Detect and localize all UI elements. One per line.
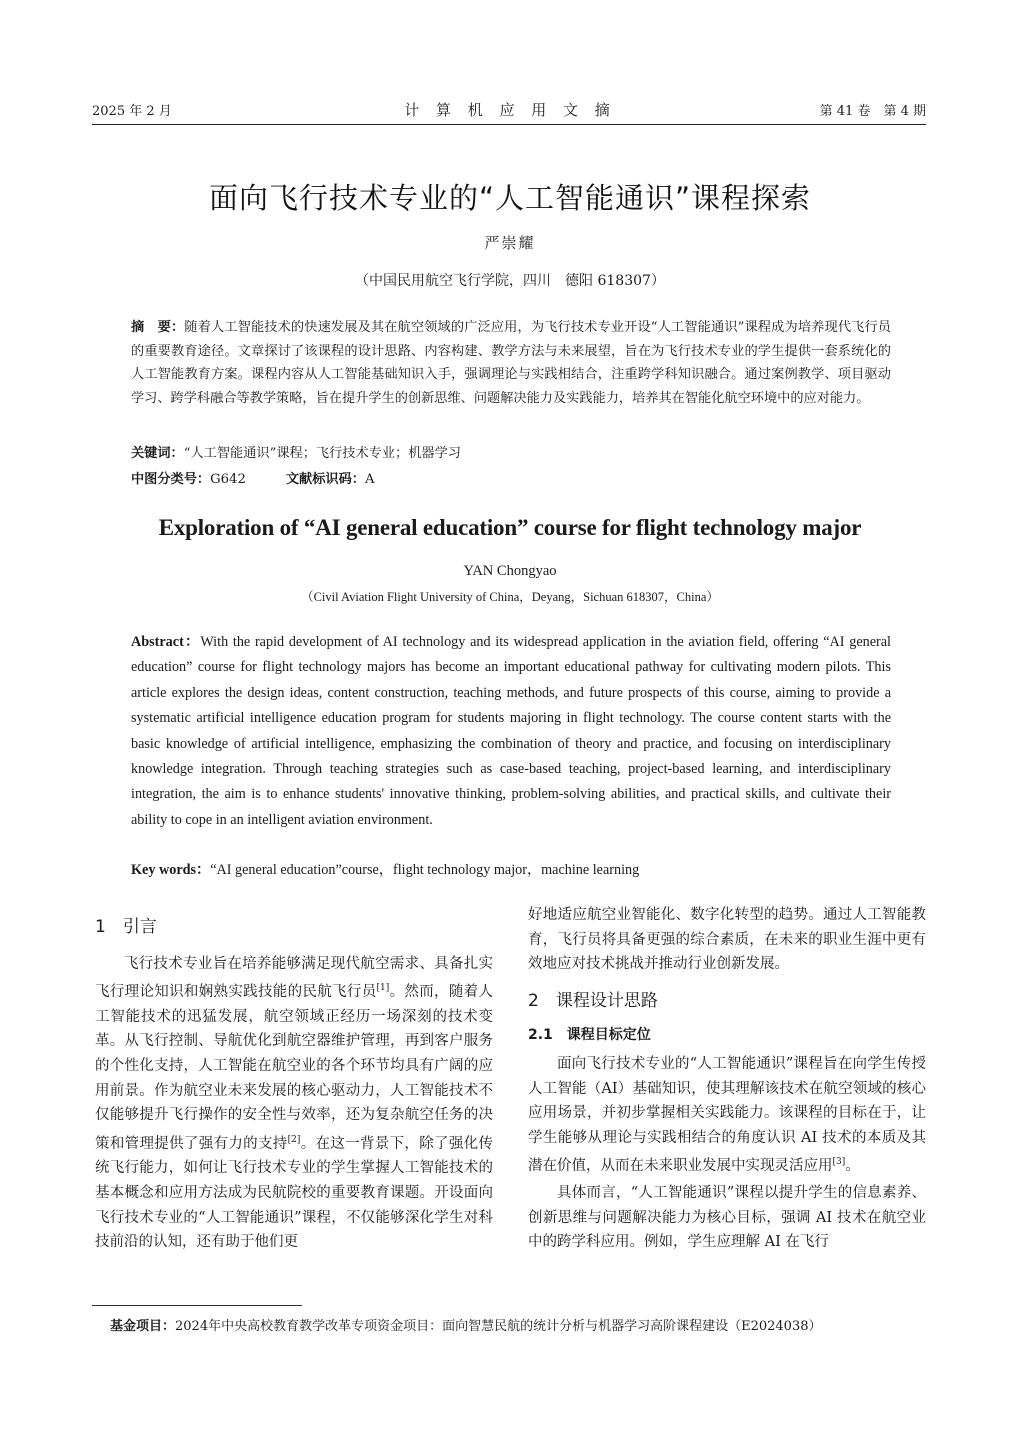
sec1-text-b: 。然而，随着人工智能技术的迅猛发展，航空领域正经历一场深刻的技术变革。从飞行控制、导航优化到航空器维护管理，再到客户服务的个性化支持，人工智能在航空业的各个环节均具有广阔的应用前景。作为航空业未来发展的核心驱动力，人工智能技术不仅能够提升飞行操作的安全性与效率，还为复杂航空任务的决策和管理提供了强有力的支持 xyxy=(95,984,494,1152)
sec1-text-c: 。在这一背景下，除了强化传统飞行能力，如何让飞行技术专业的学生掌握人工智能技术的基本概念和应用方法成为民航院校的重要教育课题。开设面向飞行技术专业的“人工智能通识”课程，不仅能够深化学生对科技前沿的认知，还有助于他们更 xyxy=(95,1135,493,1251)
column-left xyxy=(95,915,493,1255)
subsection-2-1-paragraph-1 xyxy=(528,1052,926,1179)
paper-title-en: Exploration of “AI general education” course for flight technology major xyxy=(158,515,862,540)
author-cn: 严崇耀 xyxy=(484,234,536,252)
abstract-cn-label: 摘 要： xyxy=(131,320,185,335)
sec21-text-b: 。 xyxy=(845,1158,860,1175)
classification-line xyxy=(131,468,891,492)
keywords-en-label: Key words： xyxy=(131,862,211,878)
column-right xyxy=(528,903,926,1255)
keywords-en-text: “AI general education”course，flight technology major，machine learning xyxy=(210,862,640,878)
doc-code-value: A xyxy=(364,472,375,487)
subsection-2-1-paragraph-2: 具体而言，“人工智能通识”课程以提升学生的信息素养、创新思维与问题解决能力为核心目标，强调 AI 技术在航空业中的跨学科应用。例如，学生应理解 AI 在飞行 xyxy=(528,1184,926,1251)
sec21-text-a: 面向飞行技术专业的“人工智能通识”课程旨在向学生传授人工智能（AI）基础知识，使其理解该技术在航空领域的核心应用场景，并初步掌握相关实践能力。该课程的目标在于，让学生能够从理论与实践相结合的角度认识 AI 技术的本质及其潜在价值，从而在未来职业发展中实现灵活应用 xyxy=(528,1055,926,1175)
header-rule xyxy=(92,124,926,125)
abstract-en xyxy=(131,630,891,833)
funding-text: 2024年中央高校教育教学改革专项资金项目：面向智慧民航的统计分析与机器学习高阶课程建设（E2024038） xyxy=(175,1319,822,1334)
volume-issue: 第 41 卷 第 4 期 xyxy=(819,104,926,119)
keywords-cn-text: “人工智能通识”课程；飞行技术专业；机器学习 xyxy=(183,446,461,461)
keywords-cn-label: 关键词： xyxy=(131,446,184,461)
section-2-heading: 2 课程设计思路 xyxy=(528,990,658,1011)
journal-name: 计 算 机 应 用 文 摘 xyxy=(404,101,616,119)
header-date: 2025 年 2 月 xyxy=(92,104,172,119)
keywords-en xyxy=(131,858,891,883)
section-1-paragraph xyxy=(95,952,493,1255)
footnote-rule xyxy=(92,1305,302,1306)
abstract-en-label: Abstract： xyxy=(131,634,201,650)
doc-code-label: 文献标识码： xyxy=(285,472,365,487)
abstract-en-text: With the rapid development of AI technology and its widespread application in the aviation field, offering “AI general education” course for flight technology majors has become an important educational pathway for cultivating modern pilots. This article explores the design ideas, content construction, teaching methods, and future prospects of this course, aiming to provide a systematic artificial intelligence education program for students majoring in flight technology. The course content starts with the basic knowledge of artificial intelligence, emphasizing the combination of theory and practice, and focusing on interdisciplinary knowledge integration. Through teaching strategies such as case-based teaching, project-based learning, and interdisciplinary integration, the aim is to enhance students' innovative thinking, problem-solving abilities, and practical skills, and cultivate their ability to cope in an intelligent aviation environment. xyxy=(131,634,892,828)
funding-footnote xyxy=(110,1315,930,1334)
sec1-text-a: 飞行技术专业旨在培养能够满足现代航空需求、具备扎实飞行理论知识和娴熟实践技能的民航飞行员 xyxy=(95,955,493,1001)
paper-title-cn: 面向飞行技术专业的“人工智能通识”课程探索 xyxy=(208,181,812,215)
citation-3[interactable]: [3] xyxy=(832,1157,846,1168)
section-1-continuation: 好地适应航空业智能化、数字化转型的趋势。通过人工智能教育，飞行员将具备更强的综合素质，在未来的职业生涯中更有效地应对技术挑战并推动行业创新发展。 xyxy=(528,907,926,973)
clc-value: G642 xyxy=(210,472,246,487)
affiliation-cn: （中国民用航空飞行学院，四川 德阳 618307） xyxy=(355,273,665,289)
citation-2[interactable]: [2] xyxy=(287,1134,301,1145)
abstract-cn-text: 随着人工智能技术的快速发展及其在航空领域的广泛应用，为飞行技术专业开设“人工智能通识”课程成为培养现代飞行员的重要教育途径。文章探讨了该课程的设计思路、内容构建、教学方法与未来展望，旨在为飞行技术专业的学生提供一套系统化的人工智能教育方案。课程内容从人工智能基础知识入手，强调理论与实践相结合，注重跨学科知识融合。通过案例教学、项目驱动学习、跨学科融合等教学策略，旨在提升学生的创新思维、问题解决能力及实践能力，培养其在智能化航空环境中的应对能力。 xyxy=(131,320,891,406)
keywords-cn xyxy=(131,442,891,466)
abstract-cn xyxy=(131,316,891,410)
author-en: YAN Chongyao xyxy=(463,563,557,579)
funding-label: 基金项目： xyxy=(110,1319,176,1334)
affiliation-en: （Civil Aviation Flight University of China，Deyang，Sichuan 618307，China） xyxy=(301,590,719,604)
section-1-heading: 1 引言 xyxy=(95,917,157,937)
clc-label: 中图分类号： xyxy=(131,472,211,487)
citation-1[interactable]: [1] xyxy=(376,983,390,994)
subsection-2-1-heading: 2.1 课程目标定位 xyxy=(528,1027,651,1044)
